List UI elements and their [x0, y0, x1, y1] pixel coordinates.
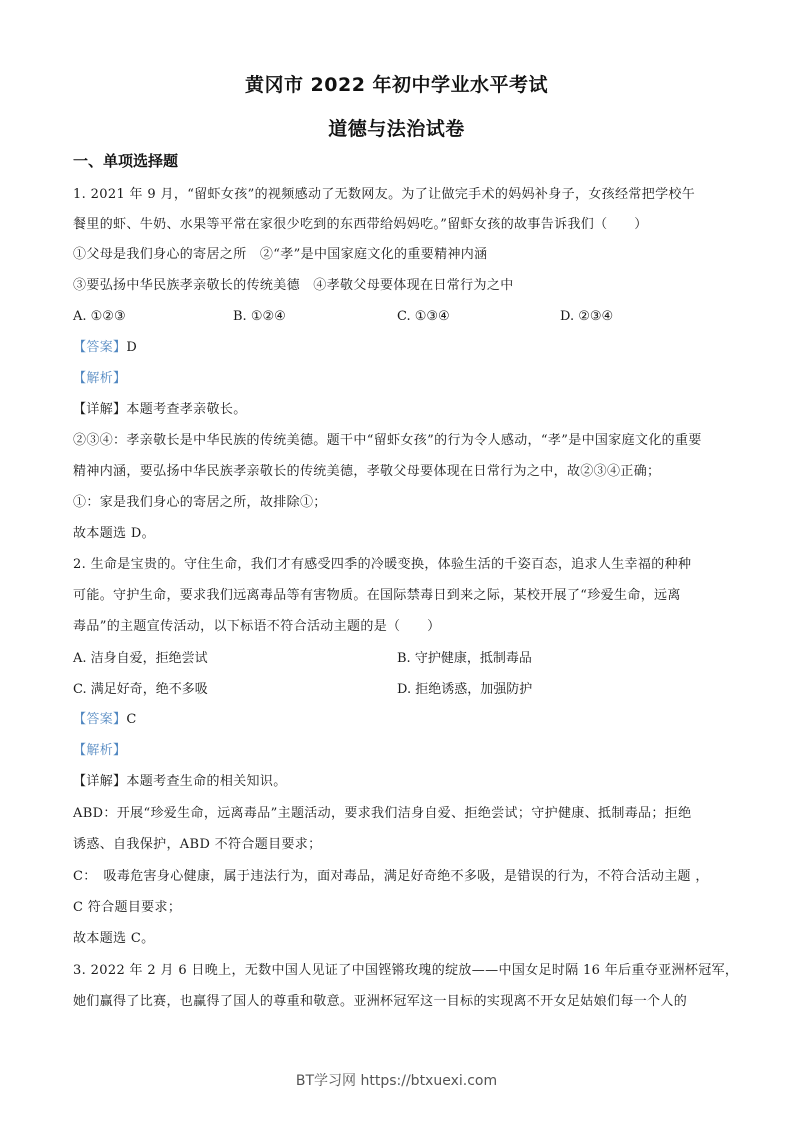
exam-title: 黄冈市 2022 年初中学业水平考试 [244, 74, 549, 96]
explanation-line: ①：家是我们身心的寄居之所，故排除①； [73, 495, 327, 510]
footer-watermark: BT学习网 https://btxuexi.com [295, 1073, 498, 1089]
option-d: D. ②③④ [560, 309, 614, 324]
answer-label: 【答案】 [73, 712, 127, 727]
question-stem-line: 她们赢得了比赛，也赢得了国人的尊重和敬意。亚洲杯冠军这一目标的实现离不开女足姑娘们每一个人的 [73, 994, 688, 1009]
analysis-label: 【解析】 [73, 743, 127, 758]
explanation-line: C 符合题目要求； [73, 900, 182, 915]
option-c: C. 满足好奇，绝不多吸 [73, 682, 208, 697]
detail-intro: 本题考查孝亲敬长。 [126, 402, 247, 417]
section-heading: 一、单项选择题 [73, 152, 179, 170]
option-b: B. 守护健康，抵制毒品 [397, 651, 532, 666]
option-b: B. ①②④ [233, 309, 286, 324]
detail-label: 【详解】 [73, 402, 127, 417]
explanation-line: C： 吸毒危害身心健康，属于违法行为，面对毒品，满足好奇绝不多吸，是错误的行为，不符合活动主题 ， [73, 869, 709, 884]
explanation-line: ABD：开展“珍爱生命，远离毒品”主题活动，要求我们洁身自爱、拒绝尝试；守护健康、抵制毒品；拒绝 [73, 806, 692, 821]
question-stem-line: 餐里的虾、牛奶、水果等平常在家很少吃到的东西带给妈妈吃。”留虾女孩的故事告诉我们（ ） [73, 217, 648, 232]
option-d: D. 拒绝诱惑，加强防护 [397, 682, 533, 697]
answer-value: C [126, 712, 137, 727]
option-a: A. 洁身自爱，拒绝尝试 [73, 651, 208, 666]
detail-row [73, 773, 287, 791]
exam-subtitle: 道德与法治试卷 [328, 118, 465, 140]
question-stem-line: 毒品”的主题宣传活动，以下标语不符合活动主题的是（ ） [73, 619, 441, 634]
explanation-line: 故本题选 D。 [73, 526, 156, 541]
explanation-line: 诱惑、自我保护，ABD 不符合题目要求； [73, 837, 322, 852]
statement-line: ③要弘扬中华民族孝亲敬长的传统美德 ④孝敬父母要体现在日常行为之中 [73, 278, 514, 293]
explanation-line: 故本题选 C。 [73, 931, 155, 946]
question-stem-line: 3. 2022 年 2 月 6 日晚上，无数中国人见证了中国铿锵玫瑰的绽放——中国女足时隔 16 年后重夺亚洲杯冠军， [73, 963, 739, 978]
explanation-line: ②③④：孝亲敬长是中华民族的传统美德。题干中“留虾女孩”的行为令人感动，“孝”是中国家庭文化的重要 [73, 433, 702, 448]
detail-intro: 本题考查生命的相关知识。 [126, 774, 287, 789]
option-a: A. ①②③ [73, 309, 126, 324]
answer-value: D [126, 340, 138, 355]
answer-row [73, 711, 137, 729]
question-stem-line: 1. 2021 年 9 月，“留虾女孩”的视频感动了无数网友。为了让做完手术的妈妈补身子，女孩经常把学校午 [73, 187, 696, 202]
detail-label: 【详解】 [73, 774, 127, 789]
statement-line: ①父母是我们身心的寄居之所 ②“孝”是中国家庭文化的重要精神内涵 [73, 247, 488, 262]
answer-label: 【答案】 [73, 340, 127, 355]
explanation-line: 精神内涵，要弘扬中华民族孝亲敬长的传统美德，孝敬父母要体现在日常行为之中，故②③④正确； [73, 464, 661, 479]
question-stem-line: 可能。守护生命，要求我们远离毒品等有害物质。在国际禁毒日到来之际，某校开展了“珍爱生命，远离 [73, 588, 681, 603]
question-stem-line: 2. 生命是宝贵的。守住生命，我们才有感受四季的冷暖变换，体验生活的千姿百态，追求人生幸福的种种 [73, 557, 692, 572]
detail-row [73, 401, 247, 419]
analysis-label: 【解析】 [73, 371, 127, 386]
answer-row [73, 339, 137, 357]
option-c: C. ①③④ [397, 309, 450, 324]
